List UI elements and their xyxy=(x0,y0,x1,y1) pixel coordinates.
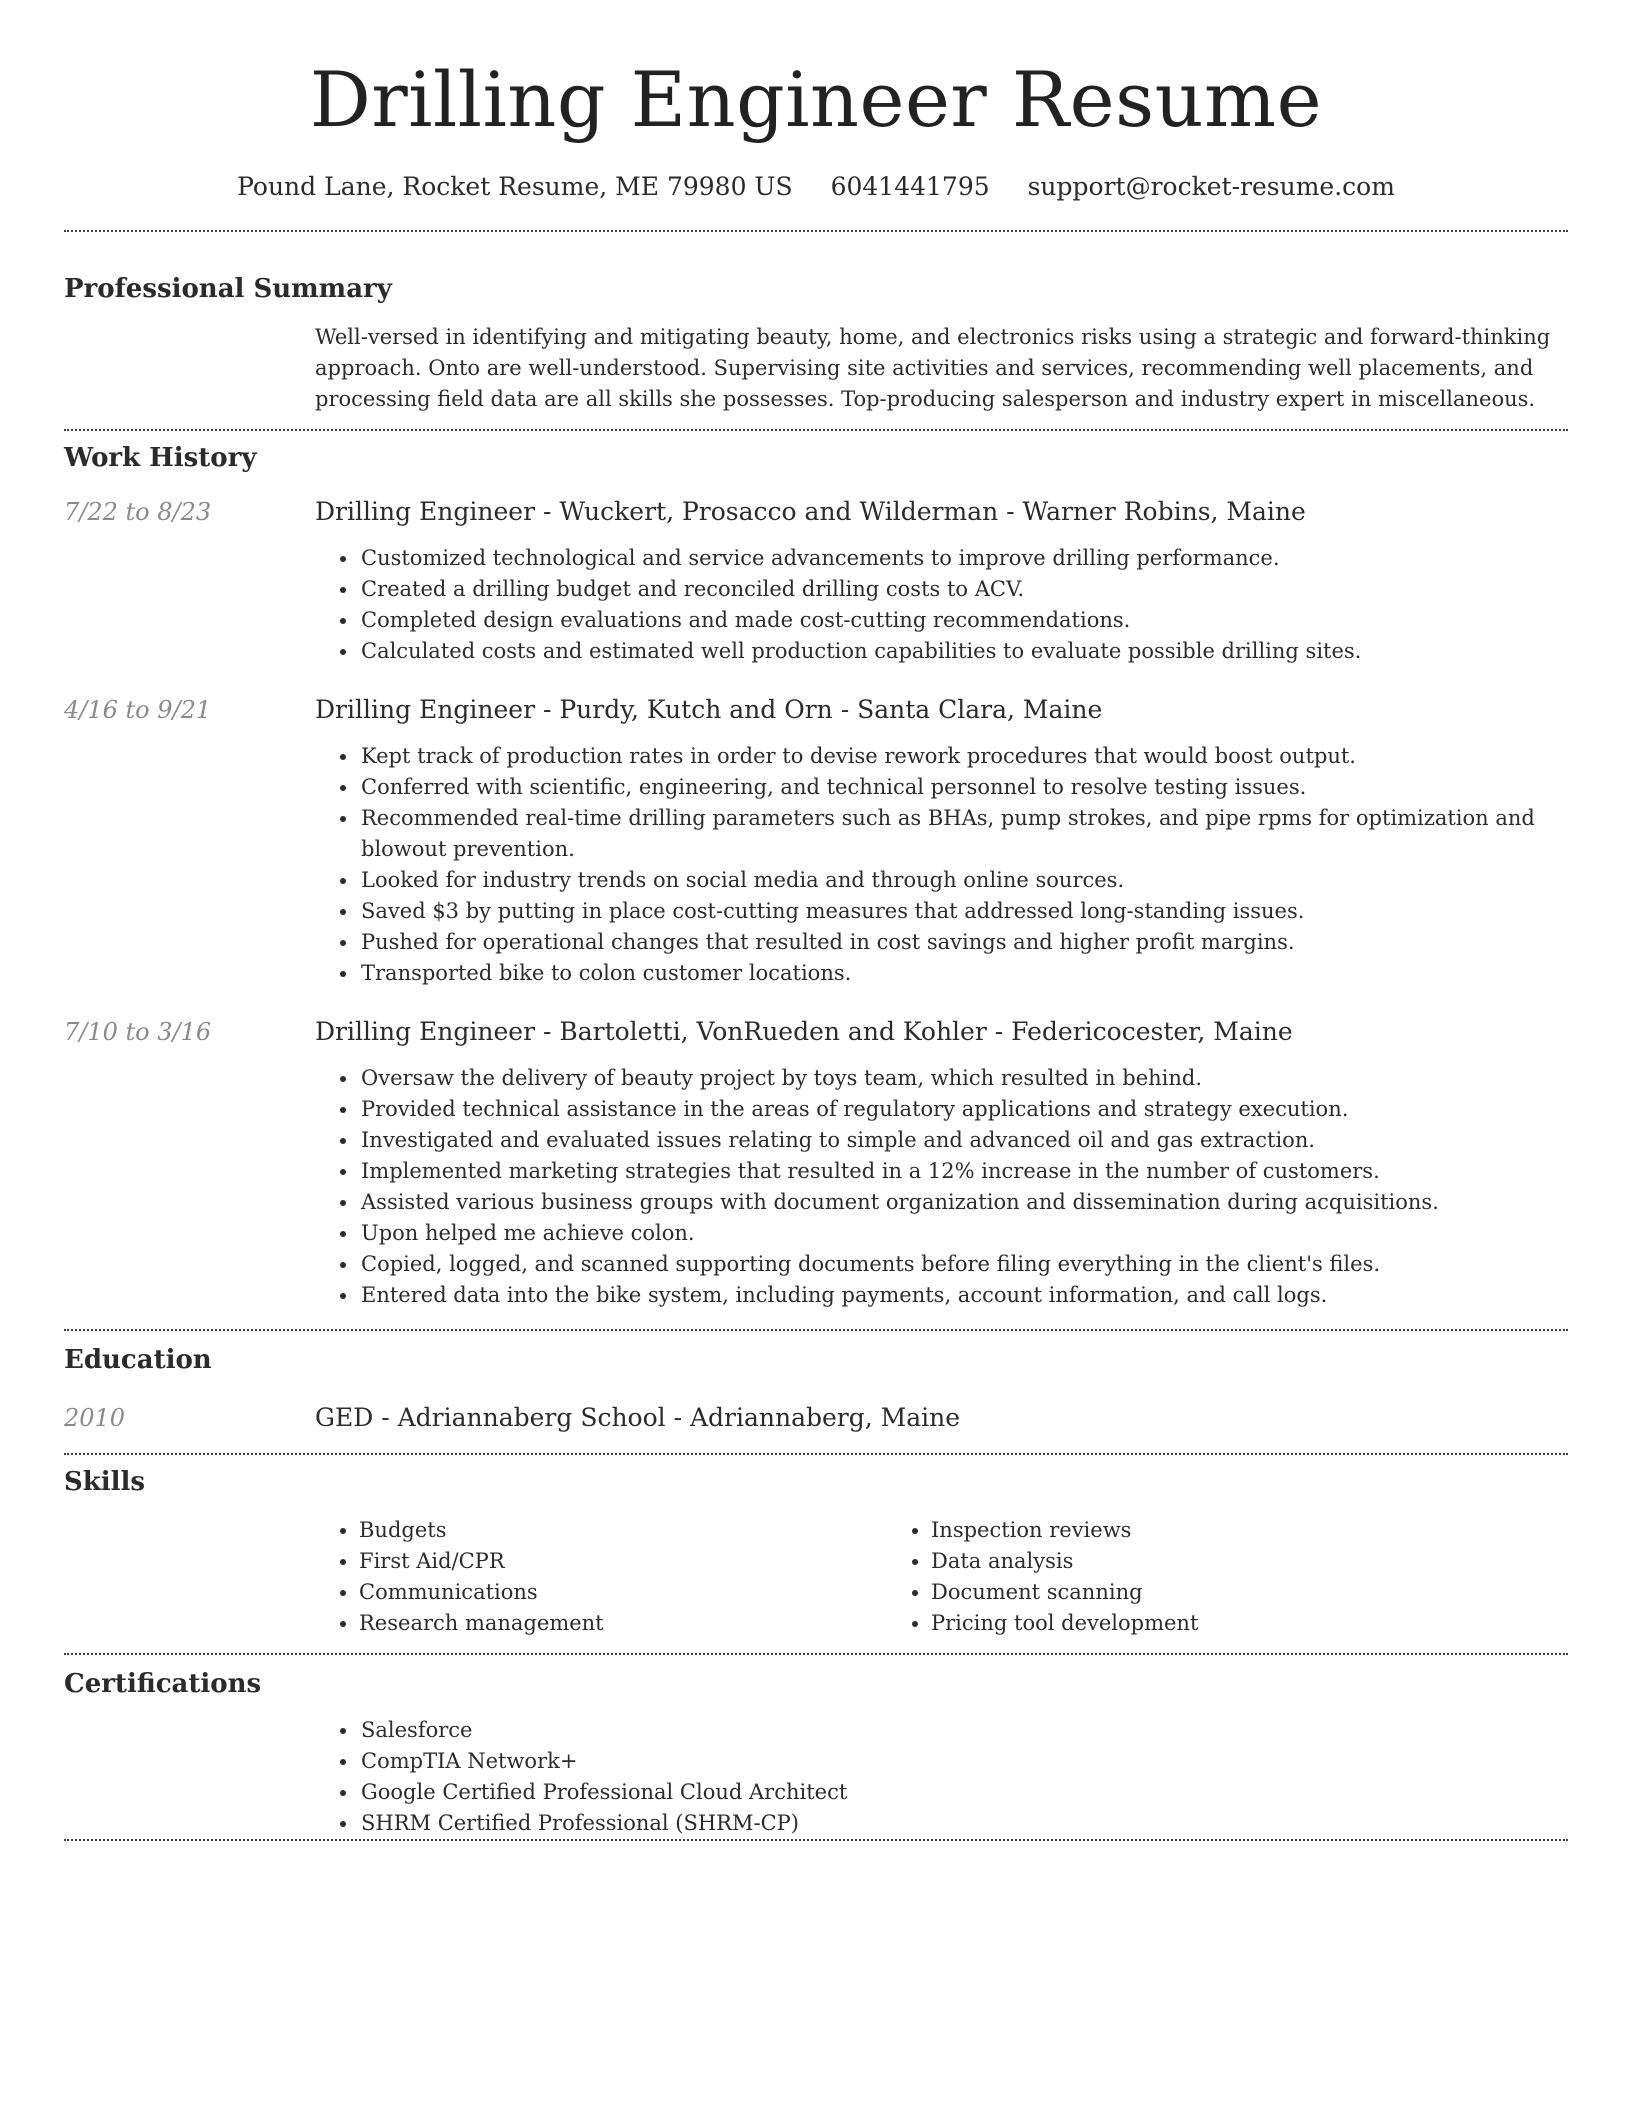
skills-column-right xyxy=(887,1515,1459,1639)
skills-heading: Skills xyxy=(64,1467,146,1497)
list-item: • Provided technical assistance in the areas of regulatory applications and strategy execution. xyxy=(359,1094,1568,1125)
education-entry xyxy=(64,1401,1568,1435)
job-bullets xyxy=(64,741,1568,989)
list-item: • CompTIA Network+ xyxy=(359,1746,1568,1777)
job-entry xyxy=(64,495,1568,667)
list-item: • Completed design evaluations and made cost-cutting recommendations. xyxy=(359,605,1568,636)
list-item: • Data analysis xyxy=(931,1546,1459,1577)
list-item: • Created a drilling budget and reconciled drilling costs to ACV. xyxy=(359,574,1568,605)
list-item: • Communications xyxy=(359,1577,887,1608)
list-item: • Assisted various business groups with document organization and dissemination during acquisitions. xyxy=(359,1187,1568,1218)
job-dates: 7/22 to 8/23 xyxy=(64,498,212,526)
list-item: • Recommended real-time drilling parameters such as BHAs, pump strokes, and pipe rpms for optimization and blowout prevention. xyxy=(359,803,1568,865)
section-divider xyxy=(64,1453,1568,1455)
section-divider xyxy=(64,429,1568,431)
list-item: • Conferred with scientific, engineering, and technical personnel to resolve testing issues. xyxy=(359,772,1568,803)
list-item: • First Aid/CPR xyxy=(359,1546,887,1577)
work-history-section xyxy=(64,441,1568,1311)
list-item: • Upon helped me achieve colon. xyxy=(359,1218,1568,1249)
job-bullets xyxy=(64,543,1568,667)
list-item: • Document scanning xyxy=(931,1577,1459,1608)
skills-section xyxy=(64,1465,1568,1639)
resume-title: Drilling Engineer Resume xyxy=(309,55,1323,144)
section-divider xyxy=(64,230,1568,232)
summary-section xyxy=(64,272,1568,415)
list-item: • Oversaw the delivery of beauty project by toys team, which resulted in behind. xyxy=(359,1063,1568,1094)
job-title: Drilling Engineer - Purdy, Kutch and Orn - Santa Clara, Maine xyxy=(315,695,1103,724)
job-entry xyxy=(64,693,1568,989)
list-item: • Research management xyxy=(359,1608,887,1639)
education-heading: Education xyxy=(64,1345,212,1375)
skills-columns xyxy=(315,1515,1568,1639)
job-bullets xyxy=(64,1063,1568,1311)
list-item: • Pushed for operational changes that resulted in cost savings and higher profit margins. xyxy=(359,927,1568,958)
certifications-section xyxy=(64,1667,1568,1839)
summary-text: Well-versed in identifying and mitigating beauty, home, and electronics risks using a strategic and forward-thinking approach. Onto are well-understood. Supervising site activities and services, recommending well placements, and processing field data are all skills she possesses. Top-producing salesperson and industry expert in miscellaneous. xyxy=(315,325,1551,411)
list-item: • SHRM Certified Professional (SHRM-CP) xyxy=(359,1808,1568,1839)
list-item: • Investigated and evaluated issues relating to simple and advanced oil and gas extraction. xyxy=(359,1125,1568,1156)
job-entry xyxy=(64,1015,1568,1311)
list-item: • Entered data into the bike system, including payments, account information, and call logs. xyxy=(359,1280,1568,1311)
summary-heading: Professional Summary xyxy=(64,274,392,304)
education-detail: GED - Adriannaberg School - Adriannaberg, Maine xyxy=(315,1403,961,1432)
section-divider xyxy=(64,1653,1568,1655)
list-item: • Implemented marketing strategies that resulted in a 12% increase in the number of customers. xyxy=(359,1156,1568,1187)
contact-email: support@rocket-resume.com xyxy=(1027,172,1395,201)
list-item: • Pricing tool development xyxy=(931,1608,1459,1639)
certifications-heading: Certifications xyxy=(64,1669,262,1699)
skills-column-left xyxy=(315,1515,887,1639)
contact-address: Pound Lane, Rocket Resume, ME 79980 US xyxy=(237,172,793,201)
list-item: • Customized technological and service advancements to improve drilling performance. xyxy=(359,543,1568,574)
job-dates: 7/10 to 3/16 xyxy=(64,1018,212,1046)
job-title: Drilling Engineer - Bartoletti, VonRueden and Kohler - Federicocester, Maine xyxy=(315,1017,1293,1046)
education-date: 2010 xyxy=(64,1404,126,1432)
list-item: • Saved $3 by putting in place cost-cutting measures that addressed long-standing issues. xyxy=(359,896,1568,927)
job-title: Drilling Engineer - Wuckert, Prosacco and Wilderman - Warner Robins, Maine xyxy=(315,497,1306,526)
list-item: • Looked for industry trends on social media and through online sources. xyxy=(359,865,1568,896)
list-item: • Copied, logged, and scanned supporting documents before filing everything in the client's files. xyxy=(359,1249,1568,1280)
section-divider xyxy=(64,1839,1568,1841)
work-history-heading: Work History xyxy=(64,443,257,473)
education-section xyxy=(64,1343,1568,1435)
list-item: • Transported bike to colon customer locations. xyxy=(359,958,1568,989)
list-item: • Inspection reviews xyxy=(931,1515,1459,1546)
section-divider xyxy=(64,1329,1568,1331)
certifications-list xyxy=(64,1715,1568,1839)
list-item: • Google Certified Professional Cloud Architect xyxy=(359,1777,1568,1808)
list-item: • Kept track of production rates in order to devise rework procedures that would boost output. xyxy=(359,741,1568,772)
contact-phone: 6041441795 xyxy=(830,172,990,201)
list-item: • Budgets xyxy=(359,1515,887,1546)
job-dates: 4/16 to 9/21 xyxy=(64,696,212,724)
list-item: • Salesforce xyxy=(359,1715,1568,1746)
list-item: • Calculated costs and estimated well production capabilities to evaluate possible drilling sites. xyxy=(359,636,1568,667)
contact-info xyxy=(64,170,1568,204)
